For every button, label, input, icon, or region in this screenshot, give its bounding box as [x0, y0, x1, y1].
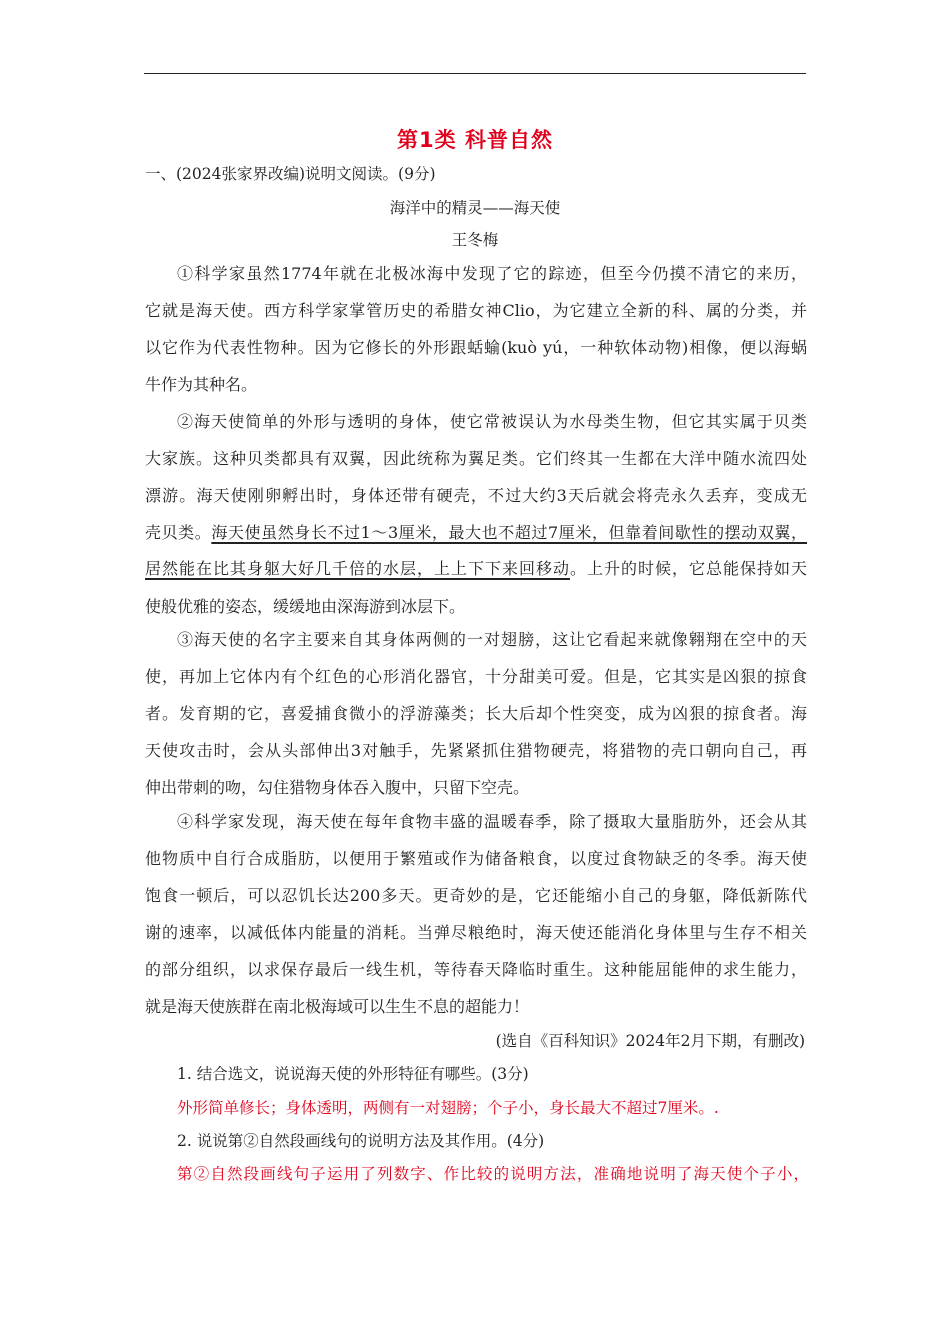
paragraph-1-line: 以它作为代表性物种。因为它修长的外形跟蛞蝓(kuò yú，一种软体动物)相像，便以海蜗 [145, 338, 807, 357]
page-title: 第1类 科普自然 [397, 128, 553, 152]
paragraph-2-line: 漂游。海天使刚卵孵出时，身体还带有硬壳，不过大约3天后就会将壳永久丢弃，变成无 [145, 486, 807, 505]
answer-1: 外形简单修长；身体透明，两侧有一对翅膀；个子小，身长最大不超过7厘米。. [177, 1099, 719, 1117]
paragraph-1-line: 牛作为其种名。 [145, 375, 258, 394]
paragraph-3-line: ③海天使的名字主要来自其身体两侧的一对翅膀，这让它看起来就像翱翔在空中的天 [177, 630, 807, 649]
paragraph-4-line: ④科学家发现，海天使在每年食物丰盛的温暖春季，除了摄取大量脂肪外，还会从其 [177, 812, 807, 831]
plain-text: 。上升的时候，它总能保持如天 [569, 559, 807, 578]
paragraph-3-line: 伸出带刺的吻，勾住猎物身体吞入腹中，只留下空壳。 [145, 778, 530, 797]
article-source: (选自《百科知识》2024年2月下期，有删改) [495, 1032, 805, 1050]
paragraph-4-line: 谢的速率，以减低体内能量的消耗。当弹尽粮绝时，海天使还能消化身体里与生存不相关 [145, 923, 807, 942]
paragraph-1-line: ①科学家虽然1774年就在北极冰海中发现了它的踪迹，但至今仍摸不清它的来历， [177, 264, 807, 283]
paragraph-4-line: 就是海天使族群在南北极海域可以生生不息的超能力！ [145, 997, 530, 1016]
section-heading: 一、(2024张家界改编)说明文阅读。(9分) [145, 165, 436, 183]
paragraph-2-line: 大家族。这种贝类都具有双翼，因此统称为翼足类。它们终其一生都在大洋中随水流四处 [145, 449, 807, 468]
underlined-sentence: 居然能在比其身躯大好几千倍的水层，上上下下来回移动 [145, 559, 570, 578]
paragraph-2-line [145, 522, 807, 544]
answer-2: 第②自然段画线句子运用了列数字、作比较的说明方法，准确地说明了海天使个子小， [177, 1165, 809, 1183]
paragraph-4-line: 饱食一顿后，可以忍饥长达200多天。更奇妙的是，它还能缩小自己的身躯，降低新陈代 [145, 886, 807, 905]
question-2: 2. 说说第②自然段画线句的说明方法及其作用。(4分) [177, 1132, 545, 1150]
underlined-sentence: 海天使虽然身长不过1～3厘米，最大也不超过7厘米，但靠着间歇性的摆动双翼， [211, 523, 807, 542]
paragraph-4-line: 的部分组织，以求保存最后一线生机，等待春天降临时重生。这种能屈能伸的求生能力， [145, 960, 807, 979]
paragraph-1-line: 它就是海天使。西方科学家掌管历史的希腊女神Clio，为它建立全新的科、属的分类，并 [145, 301, 807, 320]
paragraph-2-line: ②海天使简单的外形与透明的身体，使它常被误认为水母类生物，但它其实属于贝类 [177, 412, 807, 431]
paragraph-3-line: 使，再加上它体内有个红色的心形消化器官，十分甜美可爱。但是，它其实是凶狠的掠食 [145, 667, 807, 686]
plain-text: 壳贝类。 [145, 523, 212, 542]
paragraph-2-line: 使般优雅的姿态，缓缓地由深海游到冰层下。 [145, 597, 466, 616]
paragraph-3-line: 天使攻击时，会从头部伸出3对触手，先紧紧抓住猎物硬壳，将猎物的壳口朝向自己，再 [145, 741, 807, 760]
header-rule [144, 73, 806, 74]
paragraph-4-line: 他物质中自行合成脂肪，以便用于繁殖或作为储备粮食，以度过食物缺乏的冬季。海天使 [145, 849, 807, 868]
article-author: 王冬梅 [451, 231, 499, 249]
question-1: 1. 结合选文，说说海天使的外形特征有哪些。(3分) [177, 1065, 529, 1083]
paragraph-3-line: 者。发育期的它，喜爱捕食微小的浮游藻类；长大后却个性突变，成为凶狠的掠食者。海 [145, 704, 807, 723]
paragraph-2-line [145, 558, 807, 580]
article-title: 海洋中的精灵——海天使 [389, 199, 561, 217]
